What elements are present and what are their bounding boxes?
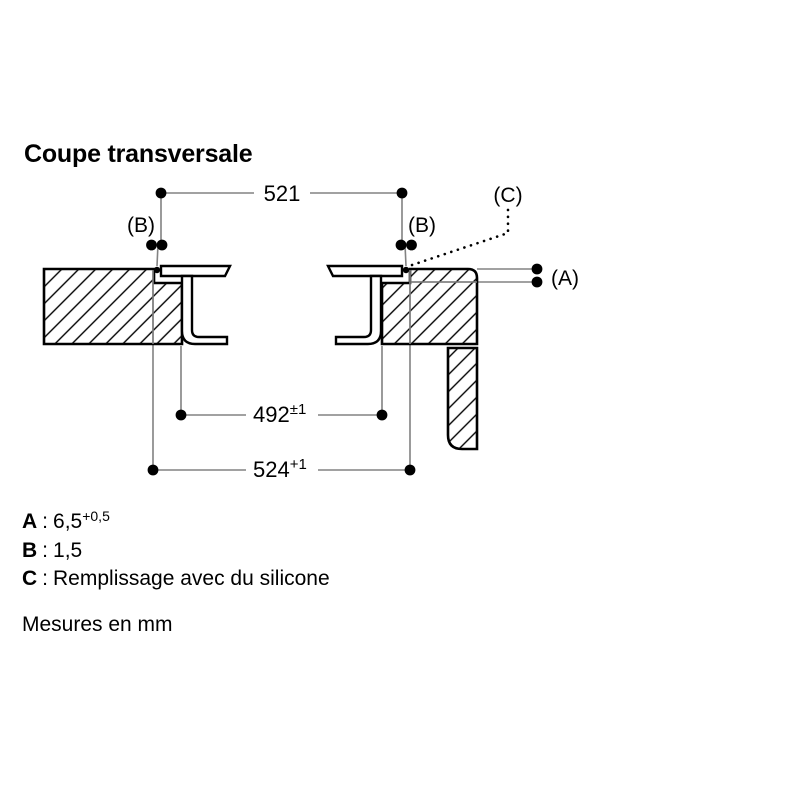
dim-492-text: $492^{\pm 1}$ (253, 401, 307, 427)
dim-524-text: $524^{+1}$ (253, 456, 307, 482)
dot-b-left-2 (157, 240, 168, 251)
hob-frame-left (182, 276, 227, 344)
legend (22, 508, 330, 639)
legend-value-a: 6,5 (53, 510, 83, 533)
hob-glass-left (161, 266, 230, 276)
dot-524-right (405, 465, 416, 476)
dot-glass-corner-right (403, 267, 409, 273)
dot-b-right-1 (396, 240, 407, 251)
legend-separator: : (42, 539, 49, 562)
legend-value-c: Remplissage avec du silicone (53, 567, 330, 590)
legend-key-a: A (22, 510, 38, 533)
dimension-dots (146, 188, 542, 476)
dot-492-right (377, 410, 388, 421)
label-b-left: (B) (127, 214, 155, 237)
dimension-lines (153, 193, 537, 470)
dot-a-top (532, 264, 543, 275)
dot-521-right (397, 188, 408, 199)
dot-a-bottom (532, 277, 543, 288)
label-a: (A) (551, 267, 579, 290)
dim-right-extension (402, 193, 406, 266)
dot-glass-corner-left (154, 267, 160, 273)
legend-key-c: C (22, 567, 38, 590)
legend-key-b: B (22, 539, 38, 562)
legend-tolerance-a: +0,5 (82, 508, 110, 524)
label-b-right: (B) (408, 214, 436, 237)
dim-521-text: 521 (263, 181, 301, 206)
dot-524-left (148, 465, 159, 476)
dot-521-left (156, 188, 167, 199)
countertop-left-section (44, 269, 182, 344)
hob-glass-right (328, 266, 402, 276)
dot-492-left (176, 410, 187, 421)
units-note: Mesures en mm (22, 613, 173, 636)
legend-row-b (22, 537, 330, 565)
legend-row-a (22, 508, 330, 537)
legend-separator: : (42, 567, 49, 590)
legend-row-c (22, 565, 330, 593)
cabinet-side-panel (448, 348, 477, 449)
label-c: (C) (493, 184, 523, 207)
hob-frame-right (336, 276, 381, 344)
legend-separator: : (42, 510, 49, 533)
dot-b-left-1 (146, 240, 157, 251)
countertop-right-section (382, 269, 477, 344)
page-title: Coupe transversale (24, 140, 253, 168)
dim-left-extension (157, 193, 161, 266)
legend-value-b: 1,5 (53, 539, 83, 562)
dot-b-right-2 (406, 240, 417, 251)
